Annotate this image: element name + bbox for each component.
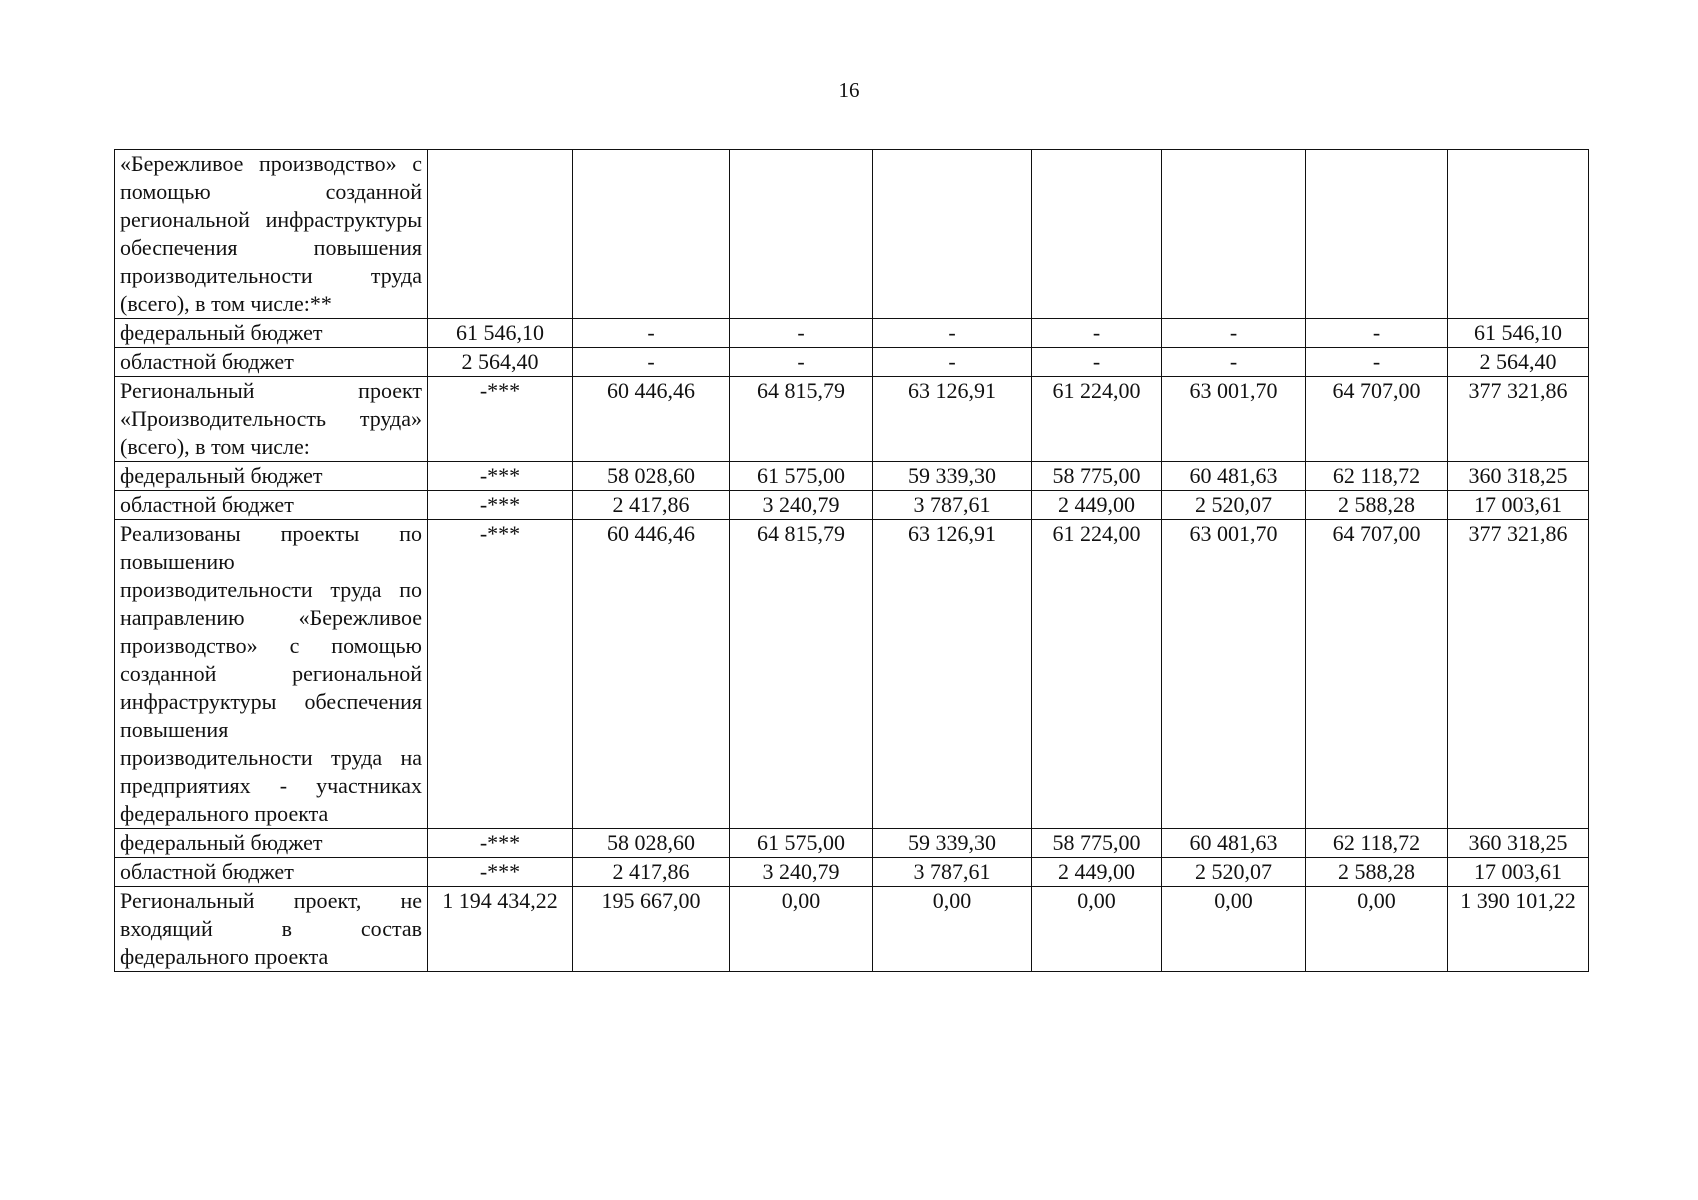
value-col-6: - (1162, 319, 1306, 348)
value-col-7 (1306, 150, 1448, 319)
value-col-6: 63 001,70 (1162, 377, 1306, 462)
value-col-4: 3 787,61 (873, 858, 1032, 887)
row-federal-budget (115, 319, 1589, 348)
row-label: «Бережливое производство» с помощью созданной региональной инфраструктуры обеспечения повышения производительности труда (всего), в том числе:** (115, 150, 428, 319)
value-col-5: 0,00 (1032, 887, 1162, 972)
page-number: 16 (838, 78, 860, 102)
value-col-3: 0,00 (730, 887, 873, 972)
value-col-3: - (730, 319, 873, 348)
value-col-4: - (873, 319, 1032, 348)
value-col-6: - (1162, 348, 1306, 377)
value-col-4: 3 787,61 (873, 491, 1032, 520)
value-col-4: 59 339,30 (873, 829, 1032, 858)
value-col-1 (428, 150, 573, 319)
value-col-5 (1032, 150, 1162, 319)
row-label: федеральный бюджет (115, 829, 428, 858)
value-total: 17 003,61 (1448, 491, 1589, 520)
value-col-5: 58 775,00 (1032, 829, 1162, 858)
row-lean-production-total (115, 150, 1589, 319)
row-regional-project-non-federal (115, 887, 1589, 972)
value-col-1: 1 194 434,22 (428, 887, 573, 972)
row-label: областной бюджет (115, 858, 428, 887)
value-col-4: 59 339,30 (873, 462, 1032, 491)
row-federal-budget (115, 462, 1589, 491)
value-col-1: 61 546,10 (428, 319, 573, 348)
value-col-4: - (873, 348, 1032, 377)
value-col-2: 195 667,00 (573, 887, 730, 972)
value-col-7: - (1306, 319, 1448, 348)
value-col-1: -*** (428, 520, 573, 829)
value-total: 377 321,86 (1448, 520, 1589, 829)
row-label: областной бюджет (115, 491, 428, 520)
value-col-3: 3 240,79 (730, 858, 873, 887)
value-col-7: 62 118,72 (1306, 462, 1448, 491)
value-col-5: 2 449,00 (1032, 858, 1162, 887)
value-col-1: -*** (428, 377, 573, 462)
value-col-1: -*** (428, 462, 573, 491)
value-col-5: 61 224,00 (1032, 377, 1162, 462)
value-col-5: 58 775,00 (1032, 462, 1162, 491)
value-col-2: 60 446,46 (573, 520, 730, 829)
value-total: 61 546,10 (1448, 319, 1589, 348)
value-col-4: 0,00 (873, 887, 1032, 972)
value-col-7: 2 588,28 (1306, 491, 1448, 520)
budget-table (114, 149, 1589, 972)
value-total: 2 564,40 (1448, 348, 1589, 377)
value-col-7: - (1306, 348, 1448, 377)
value-col-7: 64 707,00 (1306, 520, 1448, 829)
value-col-7: 2 588,28 (1306, 858, 1448, 887)
row-label: Региональный проект «Производительность труда» (всего), в том числе: (115, 377, 428, 462)
value-col-2: 60 446,46 (573, 377, 730, 462)
value-col-2: - (573, 319, 730, 348)
value-col-4: 63 126,91 (873, 377, 1032, 462)
value-col-2: 58 028,60 (573, 829, 730, 858)
value-col-6: 0,00 (1162, 887, 1306, 972)
row-implemented-projects-total (115, 520, 1589, 829)
value-col-6 (1162, 150, 1306, 319)
row-federal-budget (115, 829, 1589, 858)
value-col-7: 62 118,72 (1306, 829, 1448, 858)
value-total: 360 318,25 (1448, 829, 1589, 858)
value-col-2: 58 028,60 (573, 462, 730, 491)
value-col-3: 61 575,00 (730, 829, 873, 858)
value-col-2 (573, 150, 730, 319)
value-total: 360 318,25 (1448, 462, 1589, 491)
value-total: 17 003,61 (1448, 858, 1589, 887)
value-col-2: 2 417,86 (573, 491, 730, 520)
value-col-5: 61 224,00 (1032, 520, 1162, 829)
row-label: Реализованы проекты по повышению производительности труда по направлению «Бережливое производство» с помощью созданной региональной инфраструктуры обеспечения повышения производительности труда на предприятиях - участниках федерального проекта (115, 520, 428, 829)
value-col-2: 2 417,86 (573, 858, 730, 887)
row-label: областной бюджет (115, 348, 428, 377)
value-col-7: 0,00 (1306, 887, 1448, 972)
row-regional-budget (115, 491, 1589, 520)
value-col-6: 60 481,63 (1162, 462, 1306, 491)
row-label: федеральный бюджет (115, 462, 428, 491)
value-col-4: 63 126,91 (873, 520, 1032, 829)
row-regional-budget (115, 348, 1589, 377)
row-label: федеральный бюджет (115, 319, 428, 348)
value-col-6: 60 481,63 (1162, 829, 1306, 858)
value-col-1: -*** (428, 829, 573, 858)
value-col-7: 64 707,00 (1306, 377, 1448, 462)
value-col-3: 3 240,79 (730, 491, 873, 520)
value-col-6: 63 001,70 (1162, 520, 1306, 829)
table-body (115, 150, 1589, 972)
value-col-5: 2 449,00 (1032, 491, 1162, 520)
value-col-1: -*** (428, 491, 573, 520)
value-col-1: 2 564,40 (428, 348, 573, 377)
row-label: Региональный проект, не входящий в состав федерального проекта (115, 887, 428, 972)
value-col-3: 64 815,79 (730, 377, 873, 462)
value-col-3 (730, 150, 873, 319)
value-col-4 (873, 150, 1032, 319)
value-col-6: 2 520,07 (1162, 491, 1306, 520)
value-col-3: 61 575,00 (730, 462, 873, 491)
value-col-5: - (1032, 319, 1162, 348)
value-total: 1 390 101,22 (1448, 887, 1589, 972)
value-col-6: 2 520,07 (1162, 858, 1306, 887)
value-col-2: - (573, 348, 730, 377)
value-col-5: - (1032, 348, 1162, 377)
value-total: 377 321,86 (1448, 377, 1589, 462)
value-col-3: - (730, 348, 873, 377)
row-regional-budget (115, 858, 1589, 887)
value-total (1448, 150, 1589, 319)
value-col-1: -*** (428, 858, 573, 887)
row-productivity-project-total (115, 377, 1589, 462)
value-col-3: 64 815,79 (730, 520, 873, 829)
